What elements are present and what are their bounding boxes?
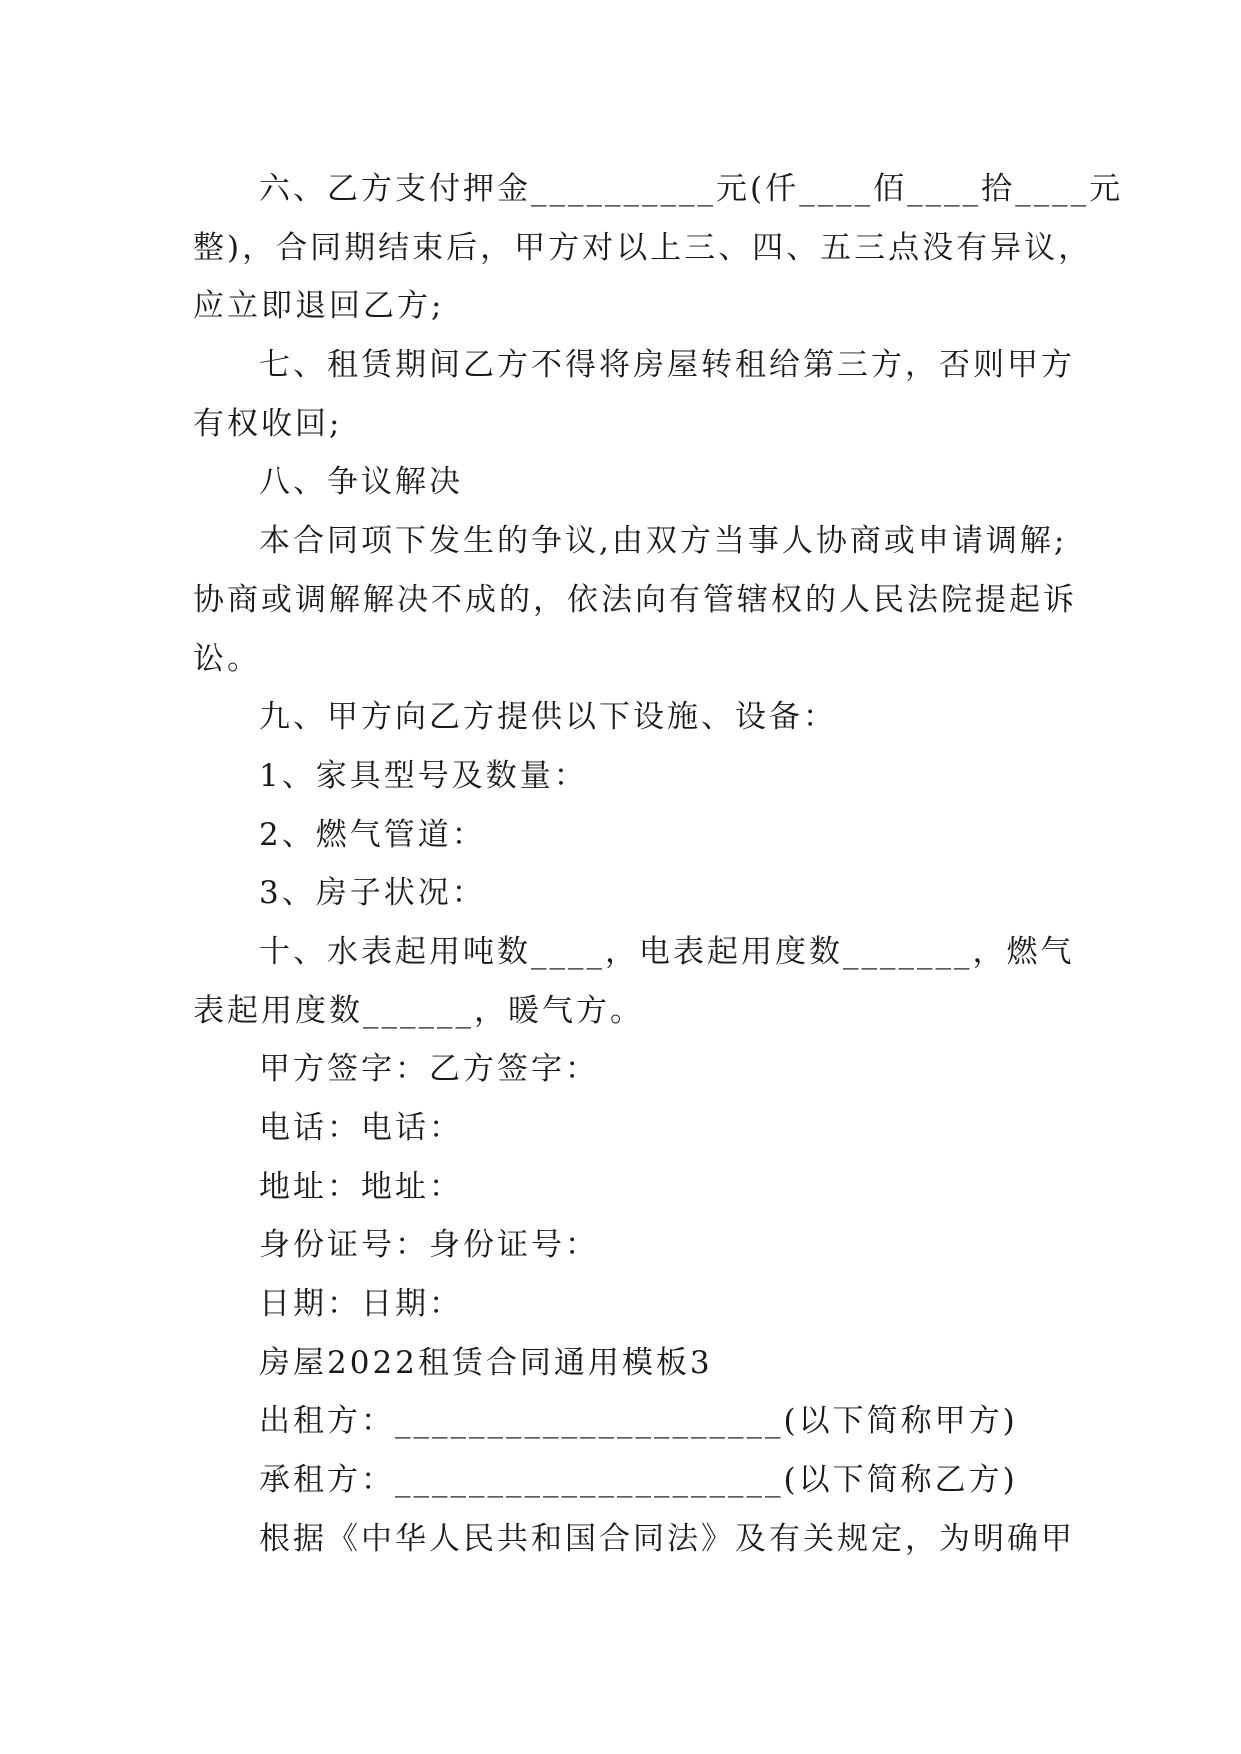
lessee-line <box>193 1451 1055 1510</box>
text-line: 承租方：_____________________(以下简称乙方) <box>259 1462 1018 1499</box>
template-title <box>193 1334 1055 1393</box>
text-line: 甲方签字：乙方签字： <box>259 1051 599 1088</box>
text-line: 整)，合同期结束后，甲方对以上三、四、五三点没有异议， <box>193 229 1093 266</box>
signature-line <box>193 1040 1055 1099</box>
text-line: 有权收回; <box>193 405 343 442</box>
paragraph-clause-7 <box>193 336 1075 453</box>
text-line: 表起用度数______，暖气方。 <box>193 992 644 1029</box>
text-line: 十、水表起用吨数____，电表起用度数_______，燃气 <box>259 933 1075 970</box>
text-line: 3、房子状况： <box>259 875 486 912</box>
text-line: 六、乙方支付押金__________元(仟____佰____拾____元 <box>259 171 1124 207</box>
text-line: 协商或调解解决不成的，依法向有管辖权的人民法院提起诉 <box>193 581 1077 618</box>
text-line: 地址：地址： <box>259 1168 463 1205</box>
text-line: 根据《中华人民共和国合同法》及有关规定，为明确甲 <box>259 1520 1075 1557</box>
paragraph-clause-9 <box>193 688 1055 747</box>
preamble <box>193 1510 1075 1569</box>
lessor-line <box>193 1392 1055 1451</box>
text-line: 房屋2022租赁合同通用模板3 <box>259 1344 713 1381</box>
paragraph-clause-8-body <box>193 512 1077 688</box>
list-item-furniture <box>193 747 1055 806</box>
text-line: 本合同项下发生的争议,由双方当事人协商或申请调解; <box>259 523 1068 560</box>
text-line: 九、甲方向乙方提供以下设施、设备： <box>259 699 837 736</box>
text-line: 电话：电话： <box>259 1110 463 1146</box>
list-item-gas-pipe <box>193 806 1055 865</box>
document-body <box>193 160 1124 1569</box>
section-heading: 八、争议解决 <box>259 464 463 501</box>
text-line: 出租方：_____________________(以下简称甲方) <box>259 1403 1018 1440</box>
text-line: 日期：日期： <box>259 1286 463 1323</box>
paragraph-clause-10 <box>193 923 1075 1040</box>
text-line: 讼。 <box>193 640 261 677</box>
text-line: 1、家具型号及数量： <box>259 757 588 794</box>
id-number-line <box>193 1216 1055 1275</box>
phone-line <box>193 1099 1055 1158</box>
text-line: 2、燃气管道： <box>259 816 486 853</box>
paragraph-clause-8-heading <box>193 453 1055 512</box>
date-line <box>193 1275 1055 1334</box>
address-line <box>193 1158 1055 1217</box>
text-line: 七、租赁期间乙方不得将房屋转租给第三方，否则甲方 <box>259 347 1075 384</box>
list-item-house-condition <box>193 864 1055 923</box>
paragraph-clause-6 <box>193 160 1124 336</box>
text-line: 身份证号：身份证号： <box>259 1227 599 1264</box>
text-line: 应立即退回乙方; <box>193 288 445 325</box>
